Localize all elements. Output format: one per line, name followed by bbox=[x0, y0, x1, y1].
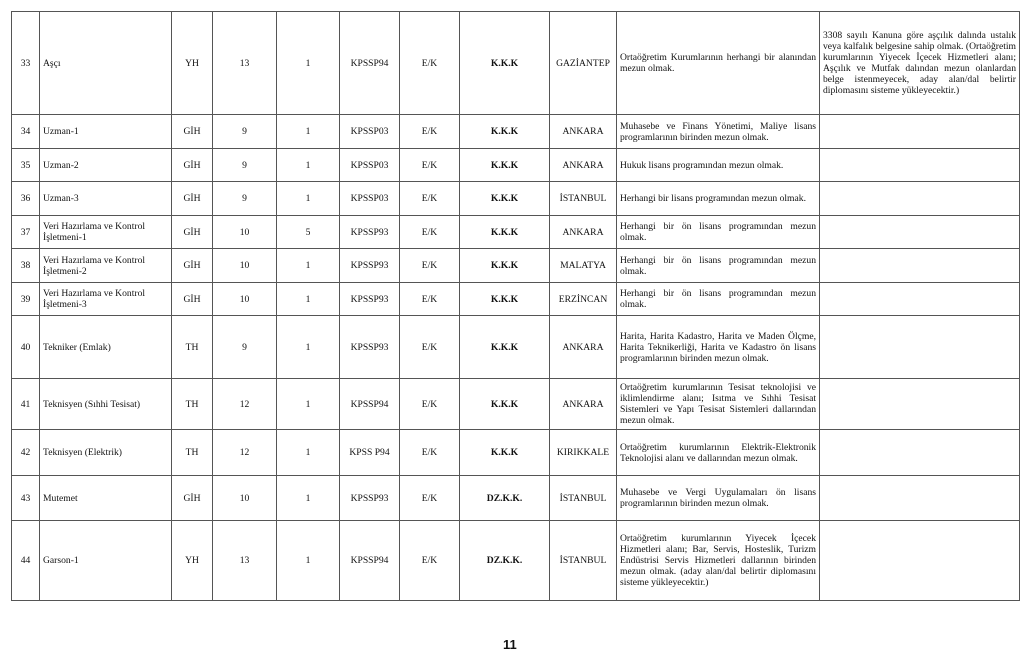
qualifications-cell: Herhangi bir ön lisans programından mezun olmak. bbox=[617, 249, 820, 283]
command-cell: K.K.K bbox=[460, 316, 550, 379]
row-number-cell: 39 bbox=[12, 283, 40, 316]
row-number-cell: 42 bbox=[12, 430, 40, 476]
position-count-cell: 5 bbox=[277, 216, 340, 249]
notes-cell bbox=[820, 521, 1020, 601]
position-count-cell: 1 bbox=[277, 283, 340, 316]
grade-cell: 12 bbox=[213, 379, 277, 430]
notes-cell: 3308 sayılı Kanuna göre aşçılık dalında ustalık veya kalfalık belgesine sahip olmak. (Ortaöğretim kurumlarının Yiyecek İçecek Hizmetleri alanı; Aşçılık ve Mutfak dalından mezun olanlardan belge istenmeyecek, aday alan/dal belirtir diplomasını sisteme yükleyecektir.) bbox=[820, 12, 1020, 115]
score-type-cell: KPSSP93 bbox=[340, 283, 400, 316]
gender-cell: E/K bbox=[400, 12, 460, 115]
qualifications-cell: Herhangi bir lisans programından mezun olmak. bbox=[617, 182, 820, 216]
table-row bbox=[12, 283, 1020, 316]
score-type-cell: KPSS P94 bbox=[340, 430, 400, 476]
position-title-cell: Uzman-3 bbox=[40, 182, 172, 216]
position-title-cell: Uzman-2 bbox=[40, 149, 172, 182]
service-class-cell: GİH bbox=[172, 182, 213, 216]
grade-cell: 13 bbox=[213, 12, 277, 115]
gender-cell: E/K bbox=[400, 379, 460, 430]
position-count-cell: 1 bbox=[277, 316, 340, 379]
row-number-cell: 34 bbox=[12, 115, 40, 149]
city-cell: İSTANBUL bbox=[550, 521, 617, 601]
city-cell: KIRIKKALE bbox=[550, 430, 617, 476]
city-cell: İSTANBUL bbox=[550, 476, 617, 521]
document-page bbox=[11, 11, 1020, 652]
score-type-cell: KPSSP93 bbox=[340, 216, 400, 249]
position-title-cell: Garson-1 bbox=[40, 521, 172, 601]
table-body bbox=[12, 12, 1020, 601]
table-row bbox=[12, 216, 1020, 249]
row-number-cell: 41 bbox=[12, 379, 40, 430]
position-title-cell: Veri Hazırlama ve Kontrol İşletmeni-2 bbox=[40, 249, 172, 283]
position-count-cell: 1 bbox=[277, 249, 340, 283]
qualifications-cell: Hukuk lisans programından mezun olmak. bbox=[617, 149, 820, 182]
page-number: 11 bbox=[503, 637, 517, 652]
command-cell: K.K.K bbox=[460, 149, 550, 182]
position-count-cell: 1 bbox=[277, 12, 340, 115]
qualifications-cell: Muhasebe ve Finans Yönetimi, Maliye lisans programlarının birinden mezun olmak. bbox=[617, 115, 820, 149]
service-class-cell: TH bbox=[172, 316, 213, 379]
grade-cell: 10 bbox=[213, 216, 277, 249]
position-title-cell: Uzman-1 bbox=[40, 115, 172, 149]
gender-cell: E/K bbox=[400, 249, 460, 283]
city-cell: İSTANBUL bbox=[550, 182, 617, 216]
notes-cell bbox=[820, 430, 1020, 476]
row-number-cell: 40 bbox=[12, 316, 40, 379]
table-row bbox=[12, 12, 1020, 115]
grade-cell: 10 bbox=[213, 283, 277, 316]
notes-cell bbox=[820, 149, 1020, 182]
gender-cell: E/K bbox=[400, 476, 460, 521]
table-row bbox=[12, 182, 1020, 216]
qualifications-cell: Herhangi bir ön lisans programından mezun olmak. bbox=[617, 216, 820, 249]
table-row bbox=[12, 476, 1020, 521]
command-cell: DZ.K.K. bbox=[460, 521, 550, 601]
service-class-cell: GİH bbox=[172, 115, 213, 149]
city-cell: ANKARA bbox=[550, 149, 617, 182]
grade-cell: 13 bbox=[213, 521, 277, 601]
command-cell: K.K.K bbox=[460, 430, 550, 476]
qualifications-cell: Ortaöğretim kurumlarının Yiyecek İçecek Hizmetleri alanı; Bar, Servis, Hosteslik, Turizm Endüstrisi Servis Hizmetleri dallarının birinden mezun olmak. (aday alan/dal belirtir diplomasını sisteme yükleyecektir.) bbox=[617, 521, 820, 601]
table-row bbox=[12, 115, 1020, 149]
qualifications-cell: Harita, Harita Kadastro, Harita ve Maden Ölçme, Harita Teknikerliği, Harita ve Kadastro ön lisans programlarının birinden mezun olmak. bbox=[617, 316, 820, 379]
grade-cell: 9 bbox=[213, 182, 277, 216]
grade-cell: 10 bbox=[213, 476, 277, 521]
score-type-cell: KPSSP03 bbox=[340, 115, 400, 149]
service-class-cell: GİH bbox=[172, 149, 213, 182]
city-cell: ERZİNCAN bbox=[550, 283, 617, 316]
score-type-cell: KPSSP93 bbox=[340, 476, 400, 521]
grade-cell: 12 bbox=[213, 430, 277, 476]
gender-cell: E/K bbox=[400, 521, 460, 601]
command-cell: K.K.K bbox=[460, 216, 550, 249]
city-cell: ANKARA bbox=[550, 316, 617, 379]
city-cell: ANKARA bbox=[550, 115, 617, 149]
command-cell: K.K.K bbox=[460, 182, 550, 216]
gender-cell: E/K bbox=[400, 216, 460, 249]
position-count-cell: 1 bbox=[277, 379, 340, 430]
service-class-cell: GİH bbox=[172, 283, 213, 316]
service-class-cell: YH bbox=[172, 12, 213, 115]
qualifications-cell: Ortaöğretim kurumlarının Tesisat teknolojisi ve iklimlendirme alanı; Isıtma ve Sıhhi Tesisat Sistemleri ve Yapı Tesisat Sistemleri dallarından mezun olmak. bbox=[617, 379, 820, 430]
qualifications-cell: Muhasebe ve Vergi Uygulamaları ön lisans programlarının birinden mezun olmak. bbox=[617, 476, 820, 521]
table-row bbox=[12, 249, 1020, 283]
notes-cell bbox=[820, 283, 1020, 316]
city-cell: MALATYA bbox=[550, 249, 617, 283]
grade-cell: 9 bbox=[213, 115, 277, 149]
row-number-cell: 33 bbox=[12, 12, 40, 115]
grade-cell: 9 bbox=[213, 316, 277, 379]
command-cell: K.K.K bbox=[460, 12, 550, 115]
position-count-cell: 1 bbox=[277, 182, 340, 216]
row-number-cell: 44 bbox=[12, 521, 40, 601]
qualifications-cell: Herhangi bir ön lisans programından mezun olmak. bbox=[617, 283, 820, 316]
city-cell: GAZİANTEP bbox=[550, 12, 617, 115]
position-title-cell: Veri Hazırlama ve Kontrol İşletmeni-1 bbox=[40, 216, 172, 249]
service-class-cell: GİH bbox=[172, 216, 213, 249]
service-class-cell: GİH bbox=[172, 249, 213, 283]
gender-cell: E/K bbox=[400, 115, 460, 149]
service-class-cell: TH bbox=[172, 379, 213, 430]
service-class-cell: GİH bbox=[172, 476, 213, 521]
position-count-cell: 1 bbox=[277, 521, 340, 601]
qualifications-cell: Ortaöğretim Kurumlarının herhangi bir alanından mezun olmak. bbox=[617, 12, 820, 115]
score-type-cell: KPSSP93 bbox=[340, 249, 400, 283]
notes-cell bbox=[820, 249, 1020, 283]
gender-cell: E/K bbox=[400, 316, 460, 379]
position-title-cell: Veri Hazırlama ve Kontrol İşletmeni-3 bbox=[40, 283, 172, 316]
notes-cell bbox=[820, 379, 1020, 430]
gender-cell: E/K bbox=[400, 149, 460, 182]
city-cell: ANKARA bbox=[550, 379, 617, 430]
position-title-cell: Teknisyen (Sıhhi Tesisat) bbox=[40, 379, 172, 430]
gender-cell: E/K bbox=[400, 182, 460, 216]
position-count-cell: 1 bbox=[277, 149, 340, 182]
table-row bbox=[12, 521, 1020, 601]
service-class-cell: TH bbox=[172, 430, 213, 476]
position-count-cell: 1 bbox=[277, 115, 340, 149]
position-title-cell: Mutemet bbox=[40, 476, 172, 521]
score-type-cell: KPSSP94 bbox=[340, 521, 400, 601]
notes-cell bbox=[820, 476, 1020, 521]
notes-cell bbox=[820, 216, 1020, 249]
notes-cell bbox=[820, 316, 1020, 379]
position-count-cell: 1 bbox=[277, 476, 340, 521]
score-type-cell: KPSSP03 bbox=[340, 149, 400, 182]
row-number-cell: 37 bbox=[12, 216, 40, 249]
positions-table bbox=[11, 11, 1020, 601]
row-number-cell: 36 bbox=[12, 182, 40, 216]
table-row bbox=[12, 316, 1020, 379]
position-count-cell: 1 bbox=[277, 430, 340, 476]
score-type-cell: KPSSP94 bbox=[340, 12, 400, 115]
notes-cell bbox=[820, 115, 1020, 149]
table-row bbox=[12, 379, 1020, 430]
command-cell: K.K.K bbox=[460, 283, 550, 316]
position-title-cell: Teknisyen (Elektrik) bbox=[40, 430, 172, 476]
notes-cell bbox=[820, 182, 1020, 216]
city-cell: ANKARA bbox=[550, 216, 617, 249]
command-cell: K.K.K bbox=[460, 379, 550, 430]
position-title-cell: Tekniker (Emlak) bbox=[40, 316, 172, 379]
command-cell: K.K.K bbox=[460, 115, 550, 149]
score-type-cell: KPSSP03 bbox=[340, 182, 400, 216]
command-cell: DZ.K.K. bbox=[460, 476, 550, 521]
gender-cell: E/K bbox=[400, 430, 460, 476]
position-title-cell: Aşçı bbox=[40, 12, 172, 115]
grade-cell: 10 bbox=[213, 249, 277, 283]
row-number-cell: 43 bbox=[12, 476, 40, 521]
row-number-cell: 35 bbox=[12, 149, 40, 182]
score-type-cell: KPSSP93 bbox=[340, 316, 400, 379]
command-cell: K.K.K bbox=[460, 249, 550, 283]
grade-cell: 9 bbox=[213, 149, 277, 182]
table-row bbox=[12, 149, 1020, 182]
table-row bbox=[12, 430, 1020, 476]
score-type-cell: KPSSP94 bbox=[340, 379, 400, 430]
service-class-cell: YH bbox=[172, 521, 213, 601]
qualifications-cell: Ortaöğretim kurumlarının Elektrik-Elektronik Teknolojisi alanı ve dallarından mezun olmak. bbox=[617, 430, 820, 476]
row-number-cell: 38 bbox=[12, 249, 40, 283]
gender-cell: E/K bbox=[400, 283, 460, 316]
